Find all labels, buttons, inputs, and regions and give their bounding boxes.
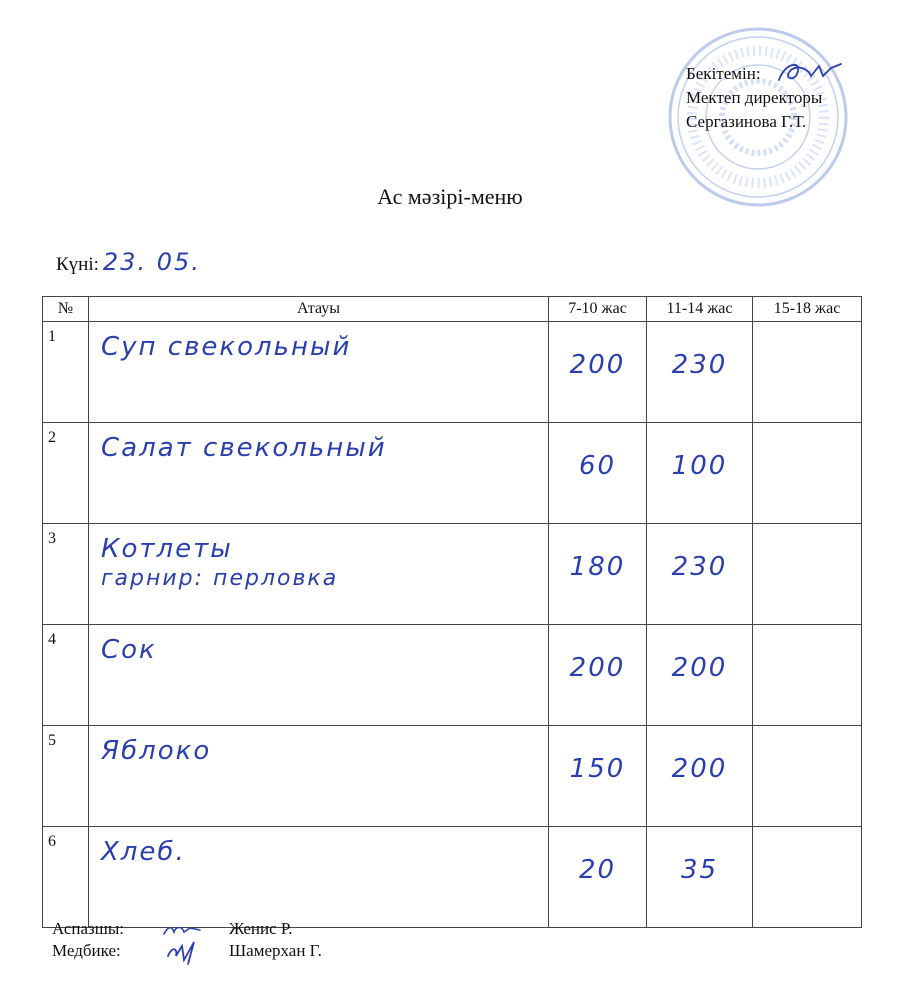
row-number: 6	[43, 827, 89, 928]
qty-11-14: 35	[680, 855, 719, 885]
header-number: №	[43, 297, 89, 322]
table-row	[43, 726, 862, 827]
director-position: Мектеп директоры	[686, 88, 823, 107]
row-number: 2	[43, 423, 89, 524]
qty-15-18-cell	[753, 423, 862, 524]
cook-signature	[162, 922, 202, 938]
dish-name-line1: Котлеты	[101, 534, 233, 564]
qty-7-10: 20	[578, 855, 617, 885]
qty-7-10-cell	[549, 827, 647, 928]
dish-name: Суп свекольный	[101, 332, 352, 362]
table-row	[43, 322, 862, 423]
row-number: 3	[43, 524, 89, 625]
qty-11-14: 200	[671, 653, 728, 683]
qty-7-10-cell	[549, 423, 647, 524]
cook-name: Женис Р.	[229, 919, 293, 938]
dish-cell	[89, 423, 549, 524]
qty-11-14-cell	[647, 322, 753, 423]
dish-cell	[89, 322, 549, 423]
qty-7-10-cell	[549, 524, 647, 625]
dish-name	[89, 524, 548, 594]
nurse-row	[52, 940, 452, 962]
table-row	[43, 827, 862, 928]
table-row	[43, 625, 862, 726]
header-age-11-14: 11-14 жас	[647, 297, 753, 322]
qty-11-14-cell	[647, 726, 753, 827]
qty-11-14: 230	[671, 350, 728, 380]
qty-7-10-cell	[549, 726, 647, 827]
qty-11-14: 230	[671, 552, 728, 582]
qty-11-14-cell	[647, 625, 753, 726]
qty-15-18-cell	[753, 524, 862, 625]
qty-7-10: 180	[569, 552, 626, 582]
signatures-block	[52, 918, 452, 962]
qty-15-18	[753, 322, 861, 350]
director-signature	[775, 56, 845, 88]
qty-15-18-cell	[753, 625, 862, 726]
header-name: Атауы	[89, 297, 549, 322]
cook-row	[52, 918, 452, 940]
row-number: 5	[43, 726, 89, 827]
qty-7-10-cell	[549, 322, 647, 423]
dish-name: Яблоко	[101, 736, 212, 766]
page-title: Ас мәзірі-меню	[377, 184, 523, 209]
qty-7-10: 150	[569, 754, 626, 784]
director-name: Сергазинова Г.Т.	[686, 112, 807, 131]
qty-15-18-cell	[753, 827, 862, 928]
qty-15-18	[753, 423, 861, 451]
dish-name: Сок	[101, 635, 157, 665]
dish-name: Салат свекольный	[101, 433, 387, 463]
dish-cell	[89, 726, 549, 827]
table-row	[43, 423, 862, 524]
qty-15-18	[753, 524, 861, 552]
table-header-row	[43, 297, 862, 322]
header-age-7-10: 7-10 жас	[549, 297, 647, 322]
row-number: 4	[43, 625, 89, 726]
approval-label: Бекітемін:	[686, 64, 761, 83]
dish-cell	[89, 625, 549, 726]
table-row	[43, 524, 862, 625]
nurse-name: Шамерхан Г.	[229, 941, 322, 960]
qty-15-18	[753, 827, 861, 855]
dish-name: Хлеб.	[101, 837, 186, 867]
qty-11-14-cell	[647, 827, 753, 928]
dish-cell	[89, 524, 549, 625]
qty-15-18	[753, 726, 861, 754]
nurse-signature	[164, 938, 204, 966]
date-label: Күні:	[56, 254, 99, 275]
header-age-15-18: 15-18 жас	[753, 297, 862, 322]
cook-label: Аспазшы:	[52, 919, 124, 938]
dish-cell	[89, 827, 549, 928]
qty-11-14: 200	[671, 754, 728, 784]
qty-11-14-cell	[647, 423, 753, 524]
date-value: 23. 05.	[102, 248, 201, 276]
qty-15-18-cell	[753, 322, 862, 423]
qty-7-10: 200	[569, 350, 626, 380]
qty-15-18	[753, 625, 861, 653]
qty-15-18-cell	[753, 726, 862, 827]
menu-table	[42, 296, 862, 928]
qty-7-10: 200	[569, 653, 626, 683]
date-row	[56, 248, 201, 276]
qty-11-14: 100	[671, 451, 728, 481]
qty-7-10-cell	[549, 625, 647, 726]
nurse-label: Медбике:	[52, 941, 121, 960]
qty-11-14-cell	[647, 524, 753, 625]
qty-7-10: 60	[578, 451, 617, 481]
row-number: 1	[43, 322, 89, 423]
dish-side-line: гарнир: перловка	[101, 566, 339, 591]
